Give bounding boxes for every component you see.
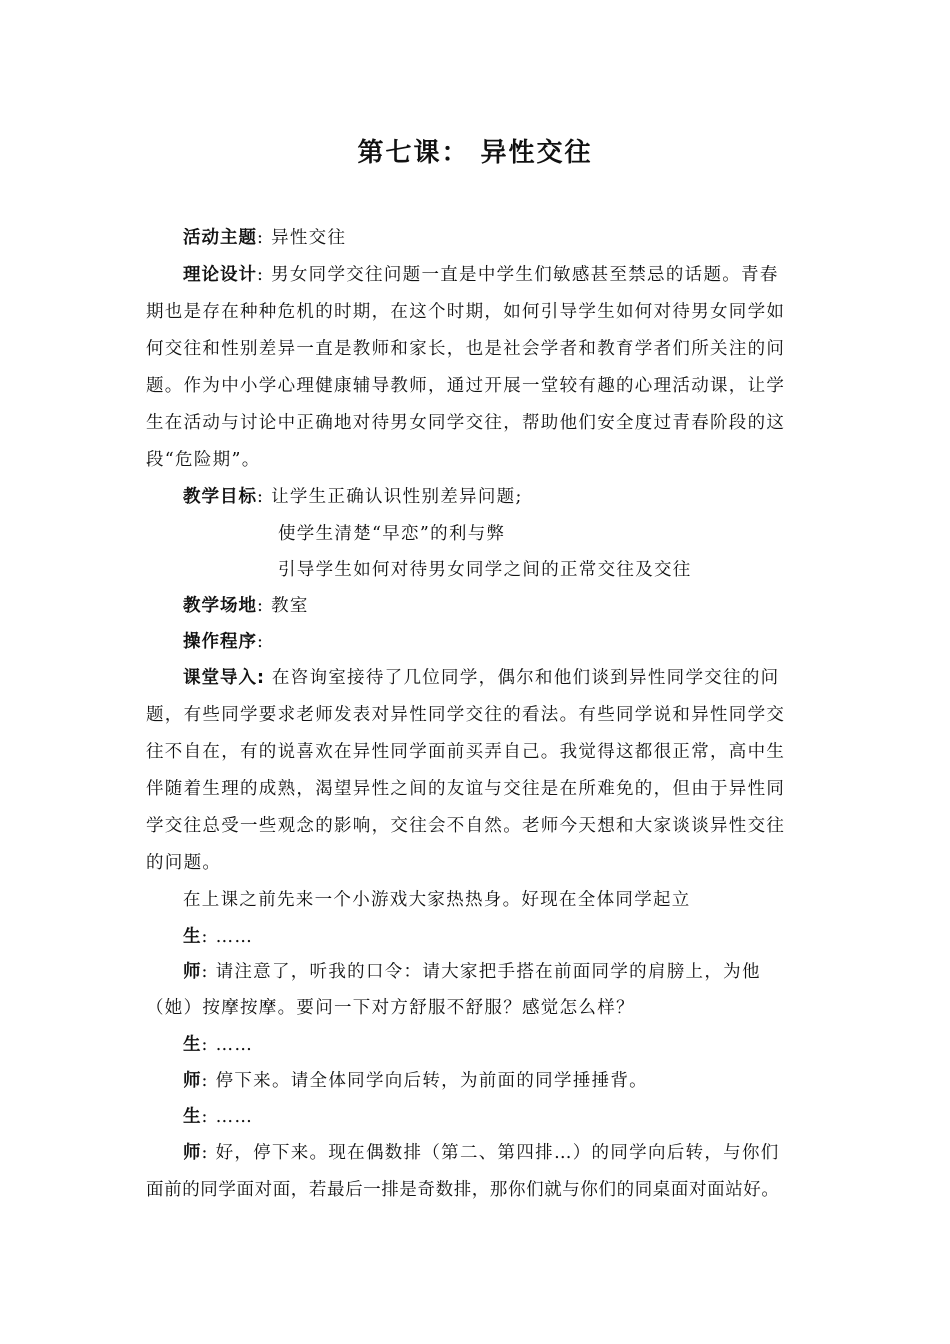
activity-theme-label: 活动主题 — [183, 228, 257, 248]
speaker-sep: : — [201, 1107, 216, 1127]
venue-value: 教室 — [271, 596, 309, 616]
intro-line-2: 题，有些同学要求老师发表对异性同学交往的看法。有些同学说和异性同学交 — [146, 705, 786, 725]
theory-design-label: 理论设计 — [183, 265, 257, 285]
activity-theme-value: 异性交往 — [271, 228, 347, 248]
intro-label: 课堂导入: — [183, 668, 265, 688]
speaker-label: 生 — [183, 1107, 202, 1127]
speaker-label: 生 — [183, 1035, 202, 1055]
dialogue-line — [183, 960, 761, 984]
speaker-label: 师 — [183, 1071, 202, 1091]
speaker-sep: : — [201, 1143, 216, 1163]
page-title: 第七课： 异性交往 — [357, 138, 593, 168]
speaker-label: 师 — [183, 962, 202, 982]
intro-line-6: 的问题。 — [146, 853, 222, 873]
dialogue-continuation: 面前的同学面对面，若最后一排是奇数排，那你们就与你们的同桌面对面站好。 — [146, 1180, 780, 1200]
speaker-sep: : — [201, 1071, 216, 1091]
dialogue-line — [183, 1105, 253, 1129]
intro-line-1 — [183, 666, 779, 690]
venue-line — [183, 594, 309, 618]
dialogue-line — [183, 1069, 648, 1093]
dialogue-text: …… — [215, 1035, 254, 1055]
venue-sep: : — [257, 596, 272, 616]
activity-theme-line — [183, 226, 346, 250]
teaching-goal-item: 使学生清楚“早恋”的利与弊 — [278, 524, 506, 544]
procedure-label: 操作程序 — [183, 632, 257, 652]
speaker-sep: : — [201, 962, 216, 982]
dialogue-text: …… — [215, 1107, 254, 1127]
theory-design-sep: : — [257, 265, 272, 285]
theory-design-line-1 — [183, 263, 779, 287]
intro-text: 在咨询室接待了几位同学，偶尔和他们谈到异性同学交往的问 — [265, 668, 780, 688]
theory-design-line-3: 何交往和性别差异一直是教师和家长，也是社会学者和教育学者们所关注的问 — [146, 339, 786, 359]
venue-label: 教学场地 — [183, 596, 257, 616]
teaching-goal-item: 让学生正确认识性别差异问题; — [271, 487, 523, 507]
dialogue-line — [183, 1141, 780, 1165]
teaching-goal-item: 引导学生如何对待男女同学之间的正常交往及交往 — [278, 560, 692, 580]
theory-design-line-4: 题。作为中小学心理健康辅导教师，通过开展一堂较有趣的心理活动课，让学 — [146, 376, 786, 396]
dialogue-line — [183, 1033, 253, 1057]
intro-line-4: 伴随着生理的成熟，渴望异性之间的友谊与交往是在所难免的，但由于异性同 — [146, 779, 786, 799]
speaker-sep: : — [201, 927, 216, 947]
theory-design-line-6: 段“危险期”。 — [146, 450, 261, 470]
procedure-sep: : — [257, 632, 265, 652]
theory-design-text: 男女同学交往问题一直是中学生们敏感甚至禁忌的话题。青春 — [271, 265, 779, 285]
dialogue-line — [183, 925, 253, 949]
intro-line-3: 往不自在，有的说喜欢在异性同学面前买弄自己。我觉得这都很正常，高中生 — [146, 742, 786, 762]
speaker-label: 师 — [183, 1143, 202, 1163]
procedure-line — [183, 630, 264, 654]
dialogue-text: 停下来。请全体同学向后转，为前面的同学捶捶背。 — [215, 1071, 648, 1091]
dialogue-text: 好，停下来。现在偶数排（第二、第四排…）的同学向后转，与你们 — [215, 1143, 780, 1163]
activity-theme-sep: : — [257, 228, 272, 248]
speaker-sep: : — [201, 1035, 216, 1055]
teaching-goals-sep: : — [257, 487, 272, 507]
theory-design-line-5: 生在活动与讨论中正确地对待男女同学交往，帮助他们安全度过青春阶段的这 — [146, 413, 786, 433]
dialogue-continuation: （她）按摩按摩。要问一下对方舒服不舒服？感觉怎么样？ — [146, 998, 635, 1018]
warmup-line: 在上课之前先来一个小游戏大家热热身。好现在全体同学起立 — [183, 890, 691, 910]
teaching-goals-label: 教学目标 — [183, 487, 257, 507]
dialogue-text: …… — [215, 927, 254, 947]
dialogue-text: 请注意了，听我的口令：请大家把手搭在前面同学的肩膀上，为他 — [215, 962, 761, 982]
theory-design-line-2: 期也是存在种种危机的时期，在这个时期，如何引导学生如何对待男女同学如 — [146, 302, 786, 322]
intro-line-5: 学交往总受一些观念的影响，交往会不自然。老师今天想和大家谈谈异性交往 — [146, 816, 786, 836]
speaker-label: 生 — [183, 927, 202, 947]
teaching-goals-line-1 — [183, 485, 523, 509]
